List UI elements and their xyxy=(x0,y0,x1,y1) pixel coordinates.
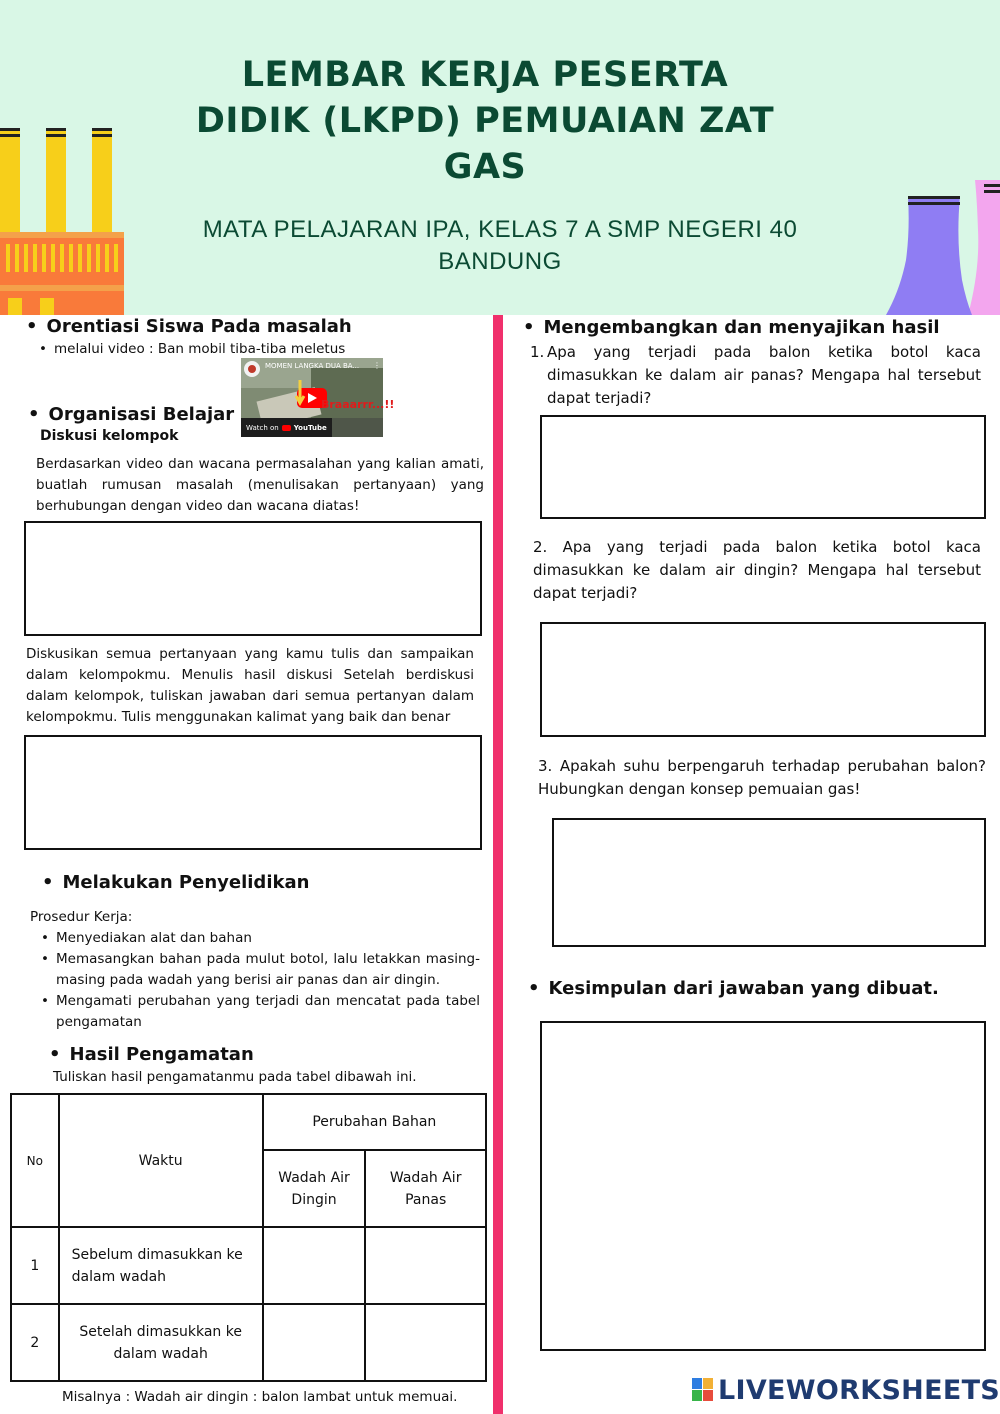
youtube-icon xyxy=(282,425,291,431)
table-row xyxy=(11,1227,486,1304)
organisasi-heading: • Organisasi Belajar xyxy=(28,404,234,425)
page-title xyxy=(180,52,790,190)
observation-table xyxy=(10,1093,487,1382)
question-1-number: 1. xyxy=(530,343,545,361)
orientasi-item: • melalui video : Ban mobil tiba-tiba meletus xyxy=(28,339,345,360)
answer-box-q2[interactable] xyxy=(540,622,986,737)
subtitle-line: BANDUNG xyxy=(438,248,562,275)
watch-on-label: Watch on xyxy=(246,423,279,432)
organisasi-instruction: Berdasarkan video dan wacana permasalahan yang kalian amati, buatlah rumusan masalah (menulisakan pertanyaan) yang berhubungan dengan video dan wacana diatas! xyxy=(36,456,484,514)
logo-text: LIVEWORKSHEETS xyxy=(718,1374,1000,1406)
table-row xyxy=(11,1304,486,1381)
procedure-label: Prosedur Kerja: xyxy=(30,909,133,925)
answer-box-kesimpulan[interactable] xyxy=(540,1021,986,1351)
question-1: Apa yang terjadi pada balon ketika botol kaca dimasukkan ke dalam air panas? Mengapa hal tersebut dapat terjadi? xyxy=(547,343,981,407)
answer-box-rumusan[interactable] xyxy=(24,521,482,636)
answer-box-q3[interactable] xyxy=(552,818,986,947)
video-overlay-text: Braaarrr...!! xyxy=(321,398,395,411)
procedure-step: • Memasangkan bahan pada mulut botol, lalu letakkan masing-masing pada wadah yang berisi air panas dan air dingin. xyxy=(30,949,480,991)
video-title: MOMEN LANGKA DUA BA... xyxy=(265,362,360,370)
penyelidikan-heading: • Melakukan Penyelidikan xyxy=(42,872,309,893)
liveworksheets-icon xyxy=(690,1377,716,1403)
more-options-icon[interactable]: ⋮ xyxy=(373,361,381,370)
header-banner xyxy=(0,0,1000,315)
video-thumbnail[interactable] xyxy=(241,358,395,437)
hasil-heading: • Hasil Pengamatan xyxy=(49,1044,254,1065)
table-header-no: No xyxy=(11,1094,59,1227)
example-note: Misalnya : Wadah air dingin : balon lambat untuk memuai. xyxy=(62,1389,458,1405)
procedure-step: • Mengamati perubahan yang terjadi dan mencatat pada tabel pengamatan xyxy=(30,991,480,1033)
title-line: DIDIK (LKPD) PEMUAIAN ZAT xyxy=(195,101,775,141)
answer-box-q1[interactable] xyxy=(540,415,986,519)
cell-panas[interactable] xyxy=(365,1227,486,1304)
subtitle-line: MATA PELAJARAN IPA, KELAS 7 A SMP NEGERI 40 xyxy=(202,216,798,243)
watch-on-youtube-button[interactable] xyxy=(241,418,332,437)
organisasi-sub: Diskusi kelompok xyxy=(40,428,179,444)
column-divider xyxy=(493,315,503,1414)
question-3: 3. Apakah suhu berpengaruh terhadap perubahan balon? Hubungkan dengan konsep pemuaian gas! xyxy=(538,757,986,798)
factory-illustration xyxy=(0,120,130,315)
page-subtitle xyxy=(170,214,830,278)
title-line: LEMBAR KERJA PESERTA xyxy=(241,55,729,95)
procedure-list xyxy=(30,928,480,1033)
table-header-panas: Wadah Air Panas xyxy=(365,1150,486,1227)
hasil-instruction: Tuliskan hasil pengamatanmu pada tabel dibawah ini. xyxy=(53,1069,417,1085)
row-no: 2 xyxy=(11,1304,59,1381)
question-2: 2. Apa yang terjadi pada balon ketika botol kaca dimasukkan ke dalam air dingin? Mengapa hal tersebut dapat terjadi? xyxy=(533,538,981,602)
cell-panas[interactable] xyxy=(365,1304,486,1381)
cell-dingin[interactable] xyxy=(263,1304,366,1381)
orientasi-heading: • Orentiasi Siswa Pada masalah xyxy=(26,316,352,337)
table-header-waktu: Waktu xyxy=(59,1094,263,1227)
title-line: GAS xyxy=(443,147,527,187)
row-no: 1 xyxy=(11,1227,59,1304)
youtube-label: YouTube xyxy=(293,423,327,432)
kesimpulan-heading: • Kesimpulan dari jawaban yang dibuat. xyxy=(528,978,939,999)
orientasi-list xyxy=(28,339,345,360)
liveworksheets-logo[interactable] xyxy=(690,1372,1000,1408)
cooling-tower-illustration xyxy=(880,180,1000,315)
row-waktu: Setelah dimasukkan ke dalam wadah xyxy=(59,1304,263,1381)
row-waktu: Sebelum dimasukkan ke dalam wadah xyxy=(59,1227,263,1304)
procedure-step: • Menyediakan alat dan bahan xyxy=(30,928,480,949)
table-header-perubahan: Perubahan Bahan xyxy=(263,1094,486,1150)
mengembangkan-heading: • Mengembangkan dan menyajikan hasil xyxy=(523,317,940,338)
cell-dingin[interactable] xyxy=(263,1227,366,1304)
answer-box-diskusi[interactable] xyxy=(24,735,482,850)
table-header-dingin: Wadah Air Dingin xyxy=(263,1150,366,1227)
diskusi-text: Diskusikan semua pertanyaan yang kamu tulis dan sampaikan dalam kelompokmu. Menulis hasil diskusi Setelah berdiskusi dalam kelompok, tuliskan jawaban dari semua pertanyan dalam kelompokmu. Tulis menggunakan kalimat yang baik dan benar xyxy=(26,646,474,725)
